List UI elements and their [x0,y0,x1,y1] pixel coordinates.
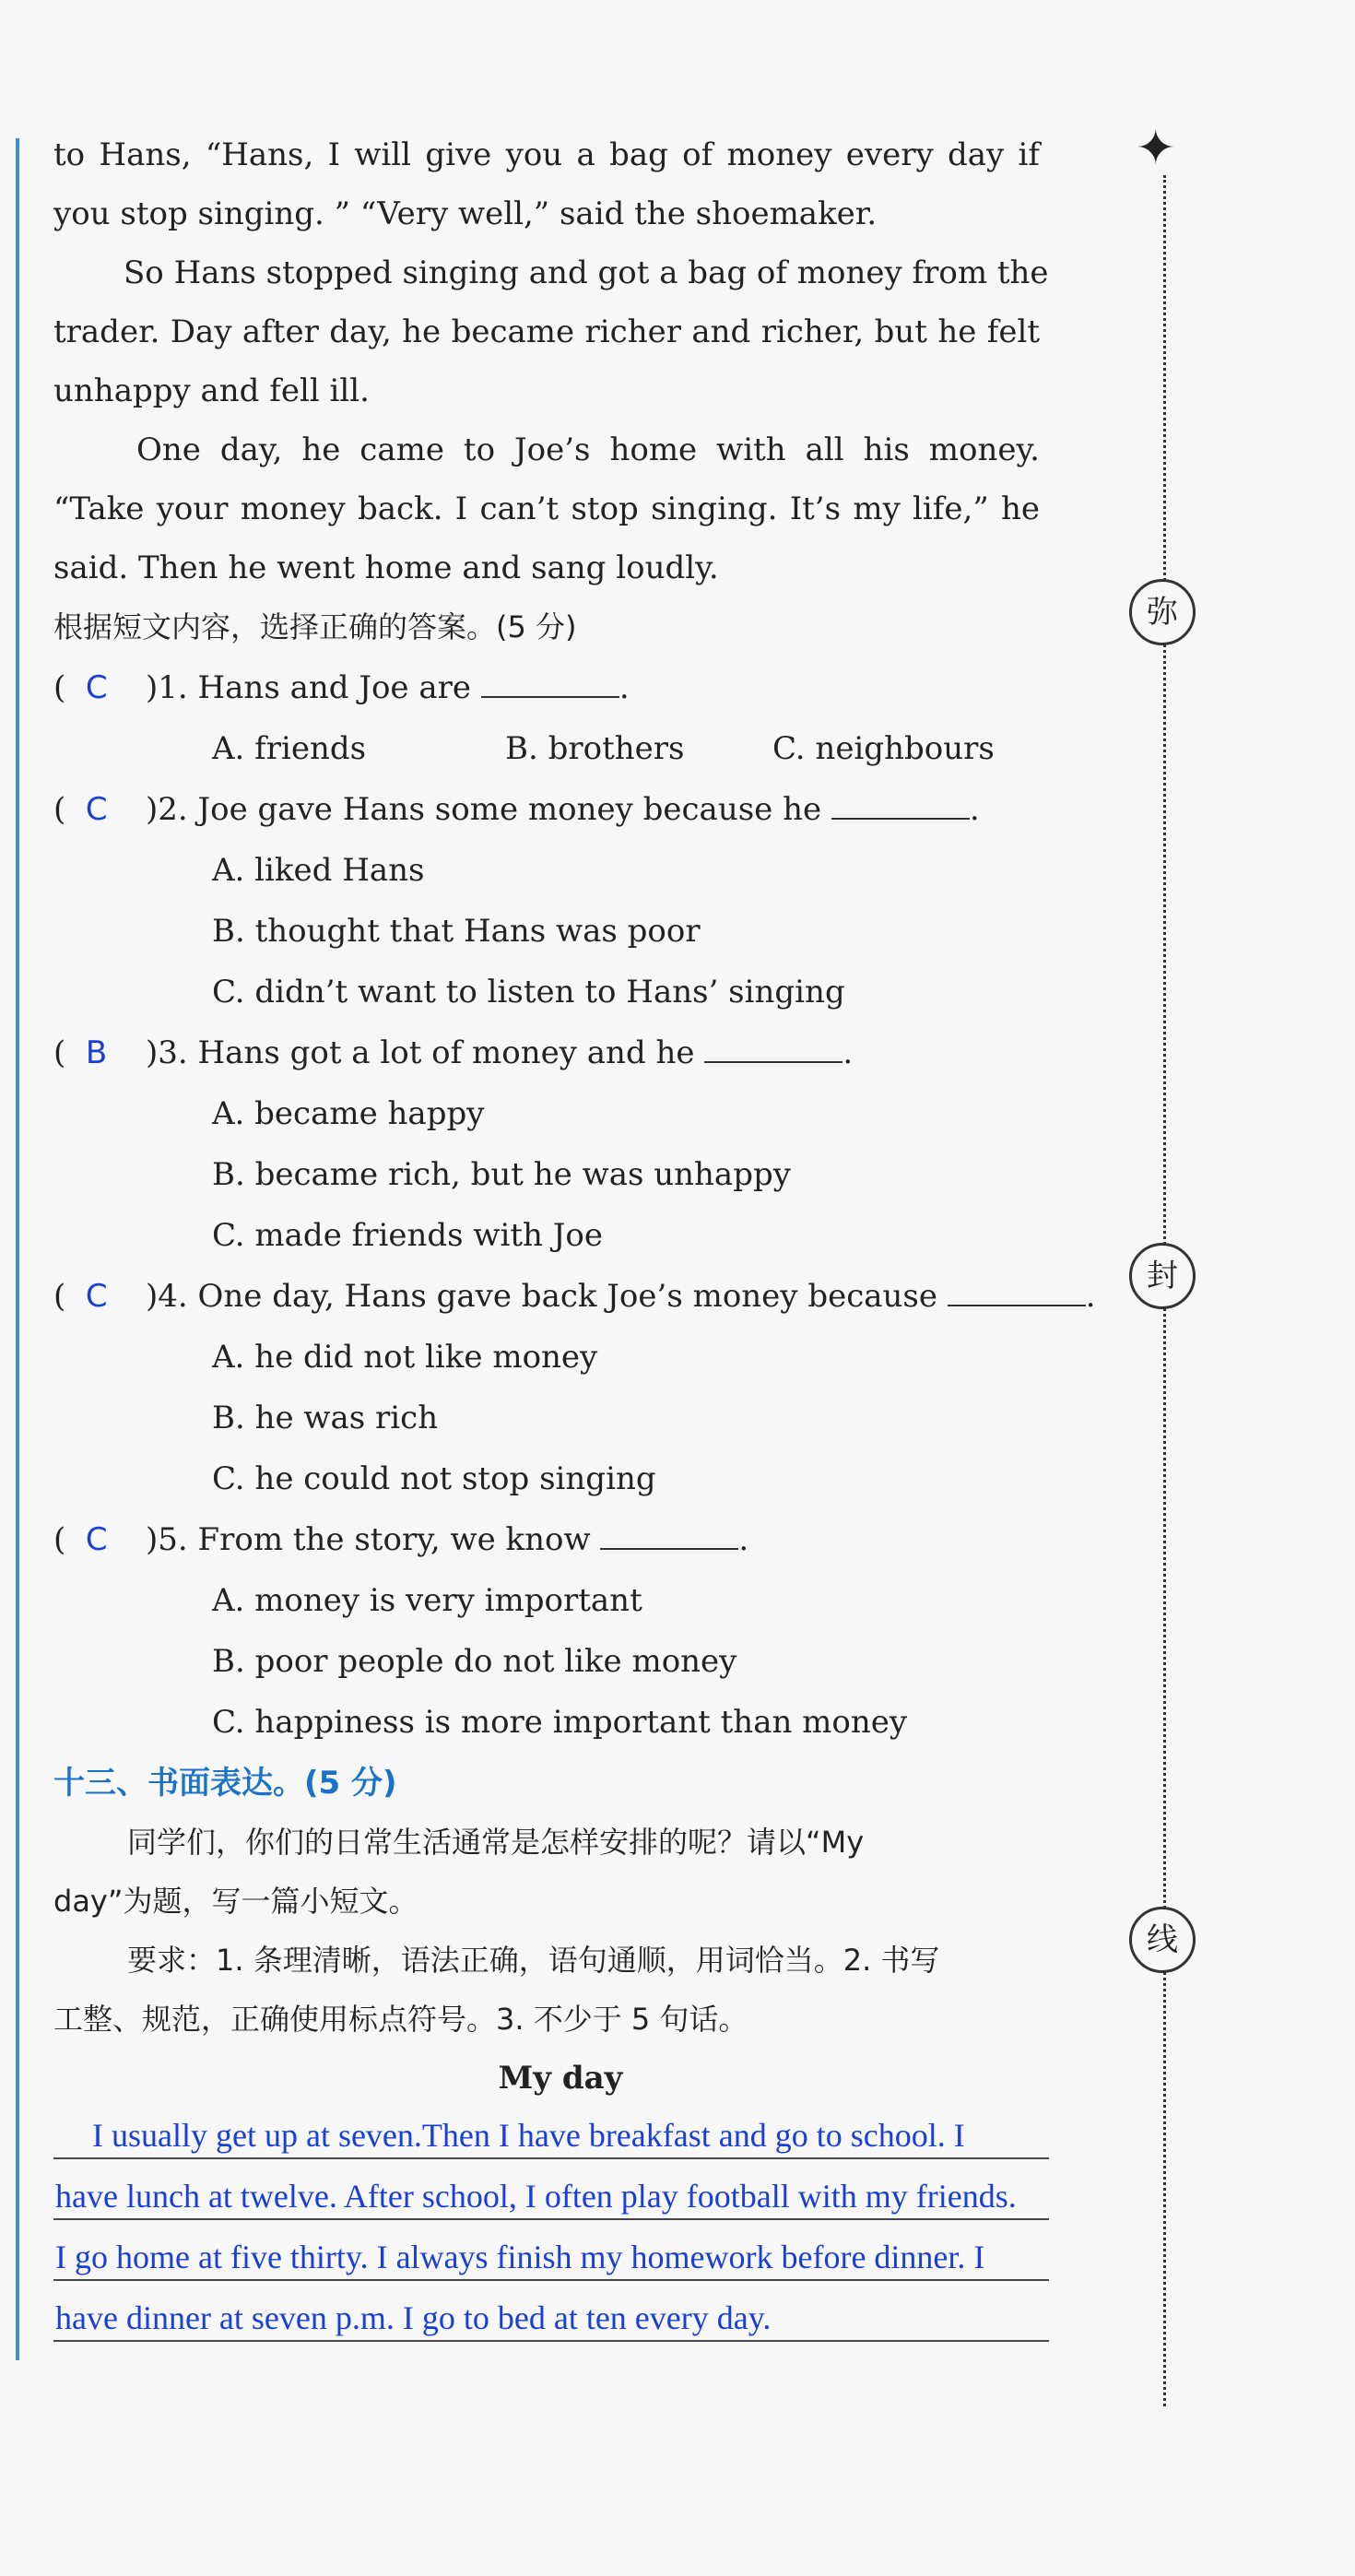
seal-mark-feng: 封 [1129,1243,1196,1309]
answer-mark: C [85,791,108,828]
question-text: )5. From the story, we know . [146,1521,749,1558]
section-title: 十三、书面表达。(5 分) [53,1765,397,1802]
passage-line: trader. Day after day, he became richer and richer, but he felt [53,313,1040,350]
seal-mark-xian: 线 [1129,1907,1196,1973]
star-icon: ✦ [1136,121,1176,176]
answer-blank [948,1277,1086,1306]
passage-line: unhappy and fell ill. [53,372,370,409]
answer-blank [831,790,970,820]
essay-line: have dinner at seven p.m. I go to bed at ten every day. [55,2299,772,2336]
option: B. thought that Hans was poor [212,913,701,950]
option: C. happiness is more important than money [212,1704,908,1741]
requirement-line: 工整、规范，正确使用标点符号。3. 不少于 5 句话。 [53,2002,748,2037]
passage-line: One day, he came to Joe’s home with all his money. [136,431,1040,468]
essay-line: I go home at five thirty. I always finish my homework before dinner. I [55,2239,985,2275]
option: B. he was rich [212,1400,439,1436]
answer-paren: ( C [53,1521,108,1558]
option: C. neighbours [772,730,995,767]
option: A. friends [212,730,367,767]
writing-rule [53,2218,1049,2220]
essay-title: My day [498,2060,623,2097]
passage-line: “Take your money back. I can’t stop singing. It’s my life,” he [53,490,1040,527]
prompt-line: 同学们，你们的日常生活通常是怎样安排的呢？请以“My [127,1825,865,1860]
option: C. didn’t want to listen to Hans’ singing [212,974,845,1010]
option: B. became rich, but he was unhappy [212,1156,791,1193]
option: A. became happy [212,1095,485,1132]
question-text: )1. Hans and Joe are . [146,669,630,706]
left-margin-bar [16,138,19,2360]
question-text: )3. Hans got a lot of money and he . [146,1034,854,1071]
answer-mark: C [85,1521,108,1558]
option: C. he could not stop singing [212,1460,656,1497]
instruction-text: 根据短文内容，选择正确的答案。(5 分) [53,609,577,644]
answer-blank [600,1520,738,1550]
answer-blank [704,1034,842,1063]
question-text: )2. Joe gave Hans some money because he . [146,791,980,828]
option: B. poor people do not like money [212,1643,737,1680]
option: A. money is very important [212,1582,642,1619]
question-text: )4. One day, Hans gave back Joe’s money because . [146,1278,1096,1315]
writing-rule [53,2340,1049,2342]
passage-line: said. Then he went home and sang loudly. [53,549,719,586]
answer-mark: C [85,1278,108,1315]
answer-paren: ( B [53,1034,108,1071]
writing-rule [53,2157,1049,2159]
passage-line: So Hans stopped singing and got a bag of money from the [124,254,1049,291]
answer-paren: ( C [53,1278,108,1315]
essay-line: have lunch at twelve. After school, I often play football with my friends. [55,2178,1017,2215]
essay-line: I usually get up at seven.Then I have breakfast and go to school. I [92,2117,965,2154]
answer-paren: ( C [53,791,108,828]
answer-blank [481,668,619,698]
writing-rule [53,2279,1049,2281]
passage-line: to Hans, “Hans, I will give you a bag of money every day if [53,136,1040,173]
passage-line: you stop singing. ” “Very well,” said the shoemaker. [53,195,878,232]
answer-paren: ( C [53,669,108,706]
requirement-line: 要求：1. 条理清晰，语法正确，语句通顺，用词恰当。2. 书写 [127,1943,940,1978]
seal-mark-mi: 弥 [1129,579,1196,645]
option: A. liked Hans [212,852,425,889]
option: B. brothers [505,730,685,767]
answer-mark: B [85,1034,108,1071]
answer-mark: C [85,669,108,706]
prompt-line: day”为题，写一篇小短文。 [53,1884,418,1919]
option: C. made friends with Joe [212,1217,603,1254]
option: A. he did not like money [212,1339,598,1376]
